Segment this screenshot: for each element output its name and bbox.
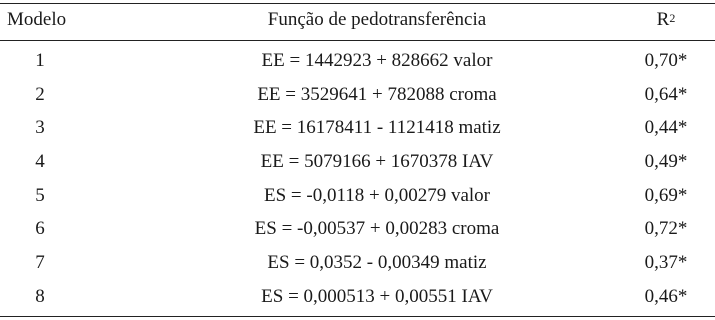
cell-r2: 0,37*: [644, 252, 688, 274]
cell-equation: ES = 0,0352 - 0,00349 matiz: [267, 252, 487, 274]
header-r2-base: R: [656, 9, 670, 30]
cell-equation: EE = 1442923 + 828662 valor: [261, 50, 493, 71]
header-model: Modelo: [7, 9, 67, 30]
table-header-rule: [0, 40, 715, 41]
table-row: [0, 217, 715, 251]
header-r2-exponent: 2: [669, 11, 676, 25]
cell-equation: EE = 5079166 + 1670378 IAV: [260, 151, 494, 173]
cell-model: 2: [35, 83, 45, 105]
cell-model: 5: [35, 184, 45, 206]
cell-r2: 0,69*: [644, 184, 688, 206]
header-function: Função de pedotransferência: [267, 9, 487, 30]
cell-model: 8: [35, 285, 45, 307]
cell-model: 7: [35, 252, 45, 274]
table-row: [0, 116, 715, 150]
cell-model: 1: [35, 50, 45, 71]
table-row: [0, 285, 715, 319]
cell-r2: 0,44*: [644, 117, 688, 139]
table-row: [0, 184, 715, 218]
cell-equation: ES = -0,00537 + 0,00283 croma: [254, 218, 500, 240]
cell-r2: 0,72*: [644, 218, 688, 240]
cell-r2: 0,49*: [644, 151, 688, 173]
cell-equation: ES = 0,000513 + 0,00551 IAV: [261, 285, 493, 307]
table-top-rule: [0, 3, 715, 4]
header-r2: [636, 8, 696, 32]
cell-r2: 0,70*: [644, 50, 688, 71]
cell-r2: 0,64*: [644, 83, 688, 105]
cell-model: 6: [35, 218, 45, 240]
table-row: [0, 83, 715, 117]
table-bottom-rule: [0, 316, 715, 317]
cell-model: 3: [35, 117, 45, 139]
cell-model: 4: [35, 151, 45, 173]
table-row: [0, 49, 715, 83]
cell-equation: EE = 3529641 + 782088 croma: [257, 83, 497, 105]
table-body: [0, 49, 715, 319]
table-row: [0, 150, 715, 184]
cell-equation: EE = 16178411 - 1121418 matiz: [253, 117, 501, 139]
cell-r2: 0,46*: [644, 285, 688, 307]
table-row: [0, 251, 715, 285]
cell-equation: ES = -0,0118 + 0,00279 valor: [263, 184, 490, 206]
